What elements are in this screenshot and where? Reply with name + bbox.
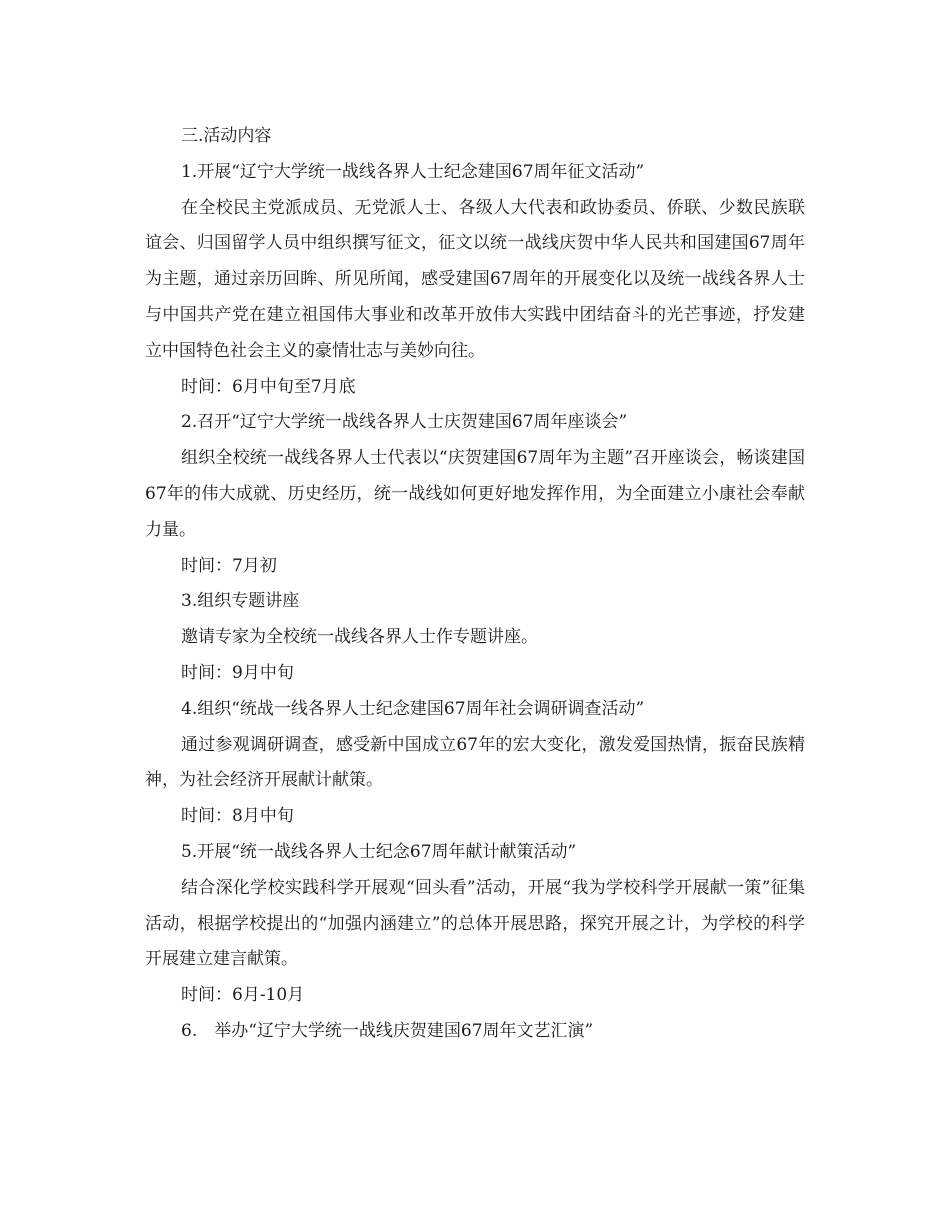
item-4-description: 通过参观调研调查，感受新中国成立67年的宏大变化，激发爱国热情，振奋民族精神，为社会经济开展献计献策。 [145,734,805,791]
item-1-title: 1.开展“辽宁大学统一战线各界人士纪念建国67周年征文活动” [181,161,645,182]
item-5-time: 时间：6月-10月 [181,985,305,1006]
item-2-title: 2.召开“辽宁大学统一战线各界人士庆贺建国67周年座谈会” [181,412,628,433]
item-3-title: 3.组织专题讲座 [181,591,300,612]
section-heading: 三.活动内容 [181,126,272,146]
item-2-time: 时间：7月初 [181,555,277,576]
item-3-time: 时间：9月中旬 [181,662,294,683]
item-4-title: 4.组织“统战一线各界人士纪念建国67周年社会调研调查活动” [181,698,645,719]
item-1-description: 在全校民主党派成员、无党派人士、各级人大代表和政协委员、侨联、少数民族联谊会、归国留学人员中组织撰写征文，征文以统一战线庆贺中华人民共和国建国67周年为主题，通过亲历回眸、所见所闻，感受建国67周年的开展变化以及统一战线各界人士与中国共产党在建立祖国伟大事业和改革开放伟大实践中团结奋斗的光芒事迹，抒发建立中国特色社会主义的豪情壮志与美妙向往。 [145,197,805,361]
item-4-time: 时间：8月中旬 [181,806,294,827]
item-6-title: 6. 举办“辽宁大学统一战线庆贺建国67周年文艺汇演” [181,1020,594,1041]
item-2-description: 组织全校统一战线各界人士代表以“庆贺建国67周年为主题”召开座谈会，畅谈建国67年的伟大成就、历史经历，统一战线如何更好地发挥作用，为全面建立小康社会奉献力量。 [145,448,805,540]
item-3-description: 邀请专家为全校统一战线各界人士作专题讲座。 [181,627,538,648]
document-body [145,119,805,1050]
item-5-title: 5.开展“统一战线各界人士纪念67周年献计献策活动” [181,841,577,862]
item-1-time: 时间：6月中旬至7月底 [181,376,356,397]
item-5-description: 结合深化学校实践科学开展观“回头看”活动，开展“我为学校科学开展献一策”征集活动，根据学校提出的“加强内涵建立”的总体开展思路，探究开展之计，为学校的科学开展建立建言献策。 [145,877,805,970]
